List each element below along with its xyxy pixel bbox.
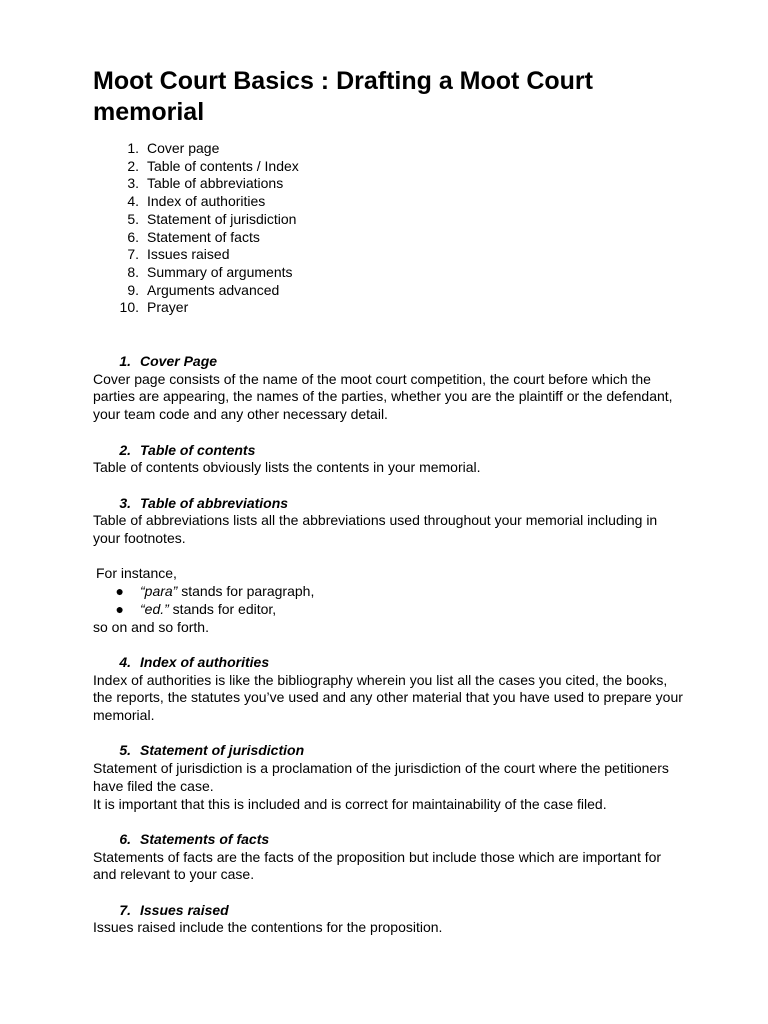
- section-body: Table of contents obviously lists the contents in your memorial.: [93, 459, 481, 476]
- list-item: 8. Summary of arguments: [127, 263, 293, 280]
- bullet-icon: ●: [115, 583, 124, 600]
- section-table-of-abbreviations: [93, 495, 688, 637]
- section-cover-page: [93, 353, 688, 424]
- section-body: Cover page consists of the name of the moot court competition, the court before which the parties are appearing, the names of the parties, whether you are the plaintiff or the defendant, your team code and any other necessary detail.: [93, 370, 673, 423]
- list-item: 6. Statement of facts: [127, 228, 260, 245]
- abbreviation-examples: [93, 583, 688, 618]
- section-heading: 6. Statements of facts: [119, 830, 270, 847]
- list-item: 9. Arguments advanced: [127, 281, 280, 298]
- section-table-of-contents: [93, 442, 688, 477]
- section-heading: 1. Cover Page: [119, 353, 218, 370]
- section-body-continued: It is important that this is included and is correct for maintainability of the case filed.: [93, 795, 607, 812]
- section-index-of-authorities: [93, 654, 688, 725]
- list-item: 1. Cover page: [127, 140, 220, 156]
- contents-list: [93, 140, 688, 317]
- list-item: 4. Index of authorities: [127, 193, 266, 210]
- section-heading: 3. Table of abbreviations: [119, 494, 289, 511]
- section-heading: 2. Table of contents: [119, 441, 256, 458]
- section-statements-of-facts: [93, 831, 688, 884]
- list-item: ● “ed.” stands for editor,: [93, 601, 688, 619]
- section-heading: 4. Index of authorities: [119, 653, 270, 670]
- bullet-icon: ●: [115, 600, 124, 617]
- section-body: Statements of facts are the facts of the proposition but include those which are important for and relevant to your case.: [93, 848, 662, 883]
- section-statement-of-jurisdiction: [93, 742, 688, 813]
- list-item: 3. Table of abbreviations: [127, 175, 284, 192]
- section-body: Table of abbreviations lists all the abbreviations used throughout your memorial including in your footnotes.: [93, 512, 658, 547]
- list-item: 10. Prayer: [119, 299, 189, 316]
- section-heading: 5. Statement of jurisdiction: [119, 742, 305, 759]
- section-issues-raised: [93, 902, 688, 937]
- list-item: 7. Issues raised: [127, 246, 230, 263]
- document-title: Moot Court Basics : Drafting a Moot Court memorial: [93, 67, 593, 126]
- section-heading: 7. Issues raised: [119, 901, 229, 918]
- section-body: Index of authorities is like the bibliography wherein you list all the cases you cited, the books, the reports, the statutes you’ve used and any other material that you have used to prepare your memorial.: [93, 671, 683, 724]
- example-outro: so on and so forth.: [93, 618, 209, 635]
- example-intro: For instance,: [96, 565, 177, 582]
- list-item: ● “para” stands for paragraph,: [93, 583, 688, 601]
- list-item: 5. Statement of jurisdiction: [127, 210, 297, 227]
- list-item: 2. Table of contents / Index: [127, 157, 299, 174]
- section-body: Statement of jurisdiction is a proclamation of the jurisdiction of the court where the petitioners have filed the case.: [93, 760, 669, 794]
- section-body: Issues raised include the contentions for the proposition.: [93, 919, 443, 936]
